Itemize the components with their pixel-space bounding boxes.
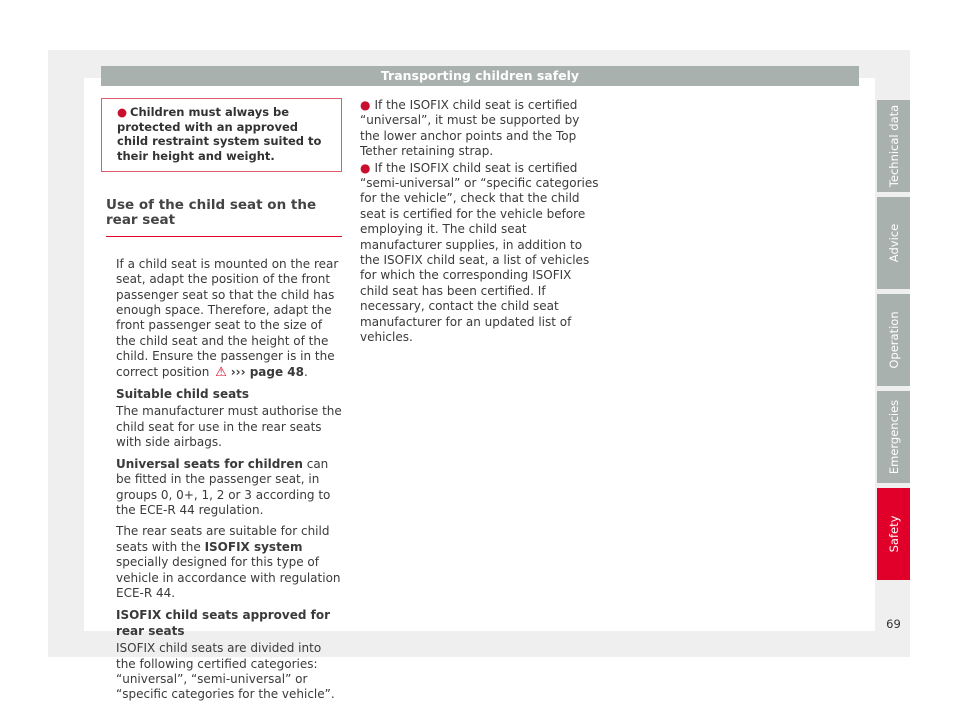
universal-seats-term: Universal seats for children: [116, 456, 303, 471]
intro-text: If a child seat is mounted on the rear seat, adapt the position of the front passenger seat so that the child has enough space. Therefore, adapt the front passenger seat to the size of the child seat and the height of the child. Ensure the passenger is in the correct position: [116, 256, 339, 379]
bullet-dot-icon: ●: [360, 98, 371, 112]
suitable-seats-text: The manufacturer must authorise the child seat for use in the rear seats with side airbags.: [116, 404, 342, 450]
tab-label: Safety: [886, 515, 901, 553]
suitable-seats-heading: Suitable child seats: [116, 387, 250, 402]
universal-seats-paragraph: [116, 457, 342, 519]
tab-operation[interactable]: [877, 294, 910, 386]
isofix-post-text: specially designed for this type of vehicle in accordance with regulation ECE-R 44.: [116, 555, 341, 600]
warning-triangle-icon: ⚠: [215, 364, 227, 380]
tab-label: Technical data: [886, 104, 901, 188]
intro-paragraph: If a child seat is mounted on the rear seat, adapt the position of the front passenger seat so that the child has enough space. Therefore, adapt the front passenger seat to the size of the child seat and the height of the child. Ensure the passenger is in the correct position ⚠ ››› page 48.: [116, 256, 339, 380]
page-number: 69: [886, 617, 901, 631]
left-column: [101, 98, 342, 703]
tab-emergencies[interactable]: [877, 391, 910, 483]
tab-technical-data[interactable]: [877, 100, 910, 192]
list-item: [360, 98, 602, 160]
warning-text: Children must always be protected with an approved child restraint system suited to their height and weight.: [117, 105, 322, 163]
section-title: [106, 198, 342, 237]
universal-seats-text: can be fitted in the passenger seat, in groups 0, 0+, 1, 2 or 3 according to the ECE-R 44 regulation.: [116, 456, 331, 517]
isofix-categories-text: ISOFIX child seats are divided into the following certified categories: “universal”, “semi-universal” or “specific categories for the vehicle”.: [116, 641, 335, 702]
list-item: [360, 161, 602, 346]
tab-label: Advice: [886, 223, 901, 263]
bullet-text: If the ISOFIX child seat is certified “universal”, it must be supported by the lower anchor points and the Top Tether retaining strap.: [360, 98, 580, 159]
isofix-approved-heading: ISOFIX child seats approved for rear seats: [116, 608, 331, 638]
bullet-dot-icon: ●: [360, 160, 371, 175]
tab-label: Operation: [886, 311, 901, 369]
side-tab-bar: [877, 100, 910, 585]
warning-box: [101, 98, 342, 172]
section-title-text: Use of the child seat on the rear seat: [106, 197, 317, 229]
tab-label: Emergencies: [886, 399, 901, 475]
bullet-text: If the ISOFIX child seat is certified “semi-universal” or “specific categories for the vehicle”, check that the child seat is certified for the vehicle before employing it. The child seat manufacturer supplies, in addition to the ISOFIX child seat, a list of vehicles for which the corresponding ISOFIX child seat has been certified. If necessary, contact the child seat manufacturer for an updated list of vehicles.: [360, 160, 599, 345]
tab-advice[interactable]: [877, 197, 910, 289]
bullet-dot-icon: ●: [117, 105, 128, 119]
page-header: Transporting children safely: [101, 66, 859, 86]
isofix-system-term: ISOFIX system: [204, 539, 303, 554]
tab-safety[interactable]: [877, 488, 910, 580]
isofix-pre-text: The rear seats are suitable for child seats with the: [116, 524, 330, 554]
right-column: [360, 98, 602, 347]
isofix-system-paragraph: [116, 524, 342, 601]
page-reference-link[interactable]: ››› page 48: [230, 364, 304, 379]
